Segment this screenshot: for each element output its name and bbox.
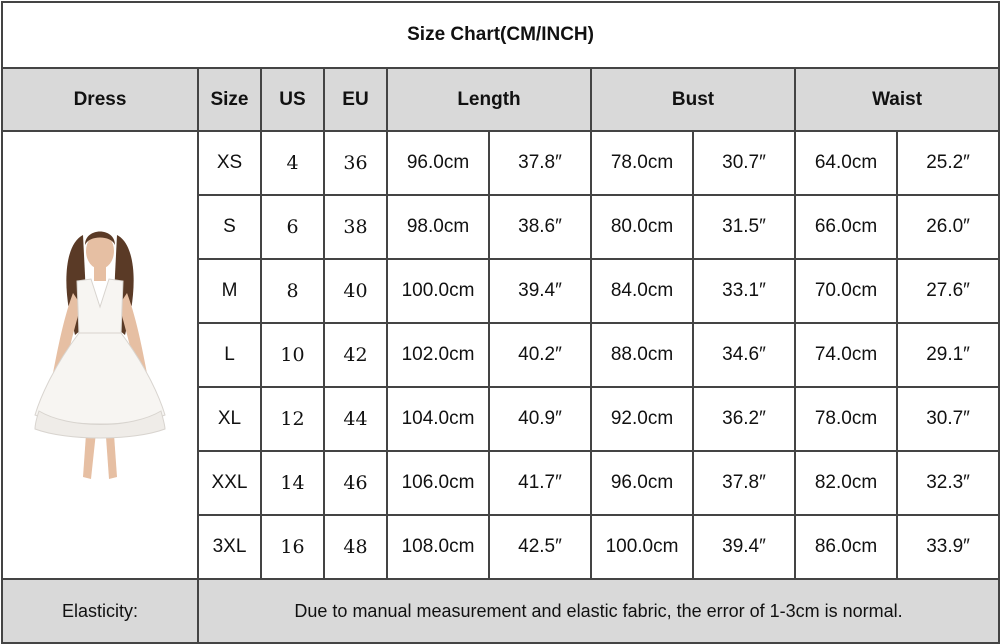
header-dress: Dress [2, 68, 198, 131]
cell-waist-cm: 66.0cm [795, 195, 897, 259]
cell-bust-cm: 100.0cm [591, 515, 693, 579]
header-us: US [261, 68, 324, 131]
cell-waist-cm: 64.0cm [795, 131, 897, 195]
cell-waist-cm: 82.0cm [795, 451, 897, 515]
cell-bust-cm: 92.0cm [591, 387, 693, 451]
chart-title: Size Chart(CM/INCH) [2, 2, 999, 68]
cell-us: 8 [261, 259, 324, 323]
cell-bust-cm: 78.0cm [591, 131, 693, 195]
cell-size: L [198, 323, 261, 387]
cell-bust-cm: 96.0cm [591, 451, 693, 515]
cell-size: 3XL [198, 515, 261, 579]
table-row [2, 131, 999, 195]
cell-bust-in: 34.6″ [693, 323, 795, 387]
size-chart-table [1, 1, 1000, 644]
cell-waist-cm: 74.0cm [795, 323, 897, 387]
cell-bust-cm: 84.0cm [591, 259, 693, 323]
cell-bust-cm: 88.0cm [591, 323, 693, 387]
cell-bust-in: 37.8″ [693, 451, 795, 515]
cell-us: 16 [261, 515, 324, 579]
cell-bust-cm: 80.0cm [591, 195, 693, 259]
cell-eu: 48 [324, 515, 387, 579]
header-length: Length [387, 68, 591, 131]
cell-bust-in: 36.2″ [693, 387, 795, 451]
cell-length-cm: 100.0cm [387, 259, 489, 323]
cell-length-in: 41.7″ [489, 451, 591, 515]
cell-eu: 42 [324, 323, 387, 387]
cell-us: 14 [261, 451, 324, 515]
cell-us: 4 [261, 131, 324, 195]
dress-image-cell [2, 131, 198, 579]
header-row [2, 68, 999, 131]
header-eu: EU [324, 68, 387, 131]
cell-length-in: 40.2″ [489, 323, 591, 387]
cell-length-cm: 106.0cm [387, 451, 489, 515]
cell-size: XL [198, 387, 261, 451]
cell-waist-in: 29.1″ [897, 323, 999, 387]
cell-bust-in: 30.7″ [693, 131, 795, 195]
cell-length-cm: 98.0cm [387, 195, 489, 259]
cell-eu: 36 [324, 131, 387, 195]
cell-bust-in: 31.5″ [693, 195, 795, 259]
cell-waist-in: 30.7″ [897, 387, 999, 451]
header-bust: Bust [591, 68, 795, 131]
cell-length-cm: 104.0cm [387, 387, 489, 451]
cell-length-cm: 96.0cm [387, 131, 489, 195]
cell-waist-in: 26.0″ [897, 195, 999, 259]
cell-size: XXL [198, 451, 261, 515]
cell-waist-in: 33.9″ [897, 515, 999, 579]
cell-bust-in: 39.4″ [693, 515, 795, 579]
cell-size: XS [198, 131, 261, 195]
cell-length-in: 42.5″ [489, 515, 591, 579]
dress-model-image [5, 215, 195, 495]
cell-us: 12 [261, 387, 324, 451]
elasticity-label: Elasticity: [2, 579, 198, 643]
cell-length-in: 40.9″ [489, 387, 591, 451]
cell-eu: 40 [324, 259, 387, 323]
cell-waist-in: 25.2″ [897, 131, 999, 195]
cell-size: S [198, 195, 261, 259]
cell-length-cm: 102.0cm [387, 323, 489, 387]
cell-eu: 44 [324, 387, 387, 451]
cell-us: 10 [261, 323, 324, 387]
cell-waist-cm: 86.0cm [795, 515, 897, 579]
cell-eu: 38 [324, 195, 387, 259]
header-waist: Waist [795, 68, 999, 131]
cell-length-in: 37.8″ [489, 131, 591, 195]
footer-row [2, 579, 999, 643]
cell-bust-in: 33.1″ [693, 259, 795, 323]
header-size: Size [198, 68, 261, 131]
cell-length-in: 39.4″ [489, 259, 591, 323]
cell-waist-in: 27.6″ [897, 259, 999, 323]
cell-length-cm: 108.0cm [387, 515, 489, 579]
cell-waist-cm: 70.0cm [795, 259, 897, 323]
cell-length-in: 38.6″ [489, 195, 591, 259]
elasticity-note: Due to manual measurement and elastic fabric, the error of 1-3cm is normal. [198, 579, 999, 643]
cell-waist-in: 32.3″ [897, 451, 999, 515]
cell-eu: 46 [324, 451, 387, 515]
cell-us: 6 [261, 195, 324, 259]
cell-waist-cm: 78.0cm [795, 387, 897, 451]
cell-size: M [198, 259, 261, 323]
